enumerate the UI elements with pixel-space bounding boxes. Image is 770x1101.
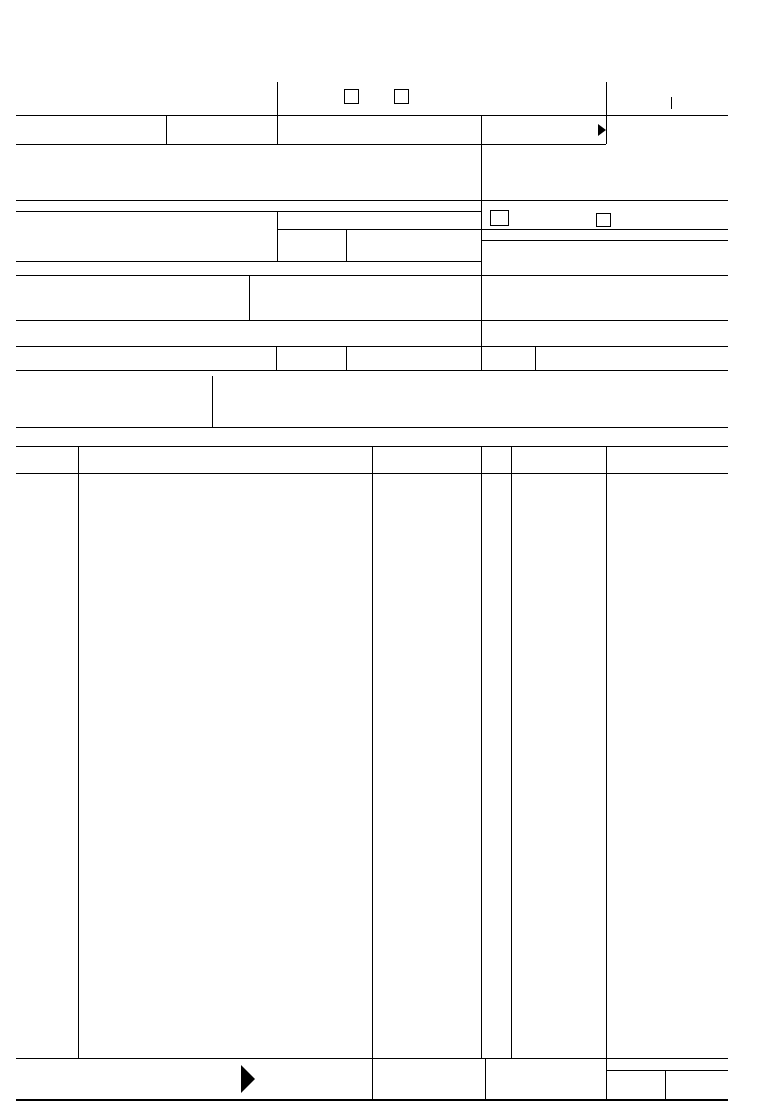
- rfq-is-checkbox[interactable]: [344, 89, 359, 104]
- arrow-right-icon: [241, 1065, 255, 1093]
- fob-destination-checkbox[interactable]: [490, 210, 509, 226]
- rfq-is-not-checkbox[interactable]: [394, 89, 409, 104]
- other-checkbox[interactable]: [596, 213, 611, 227]
- arrow-right-icon: [598, 124, 606, 136]
